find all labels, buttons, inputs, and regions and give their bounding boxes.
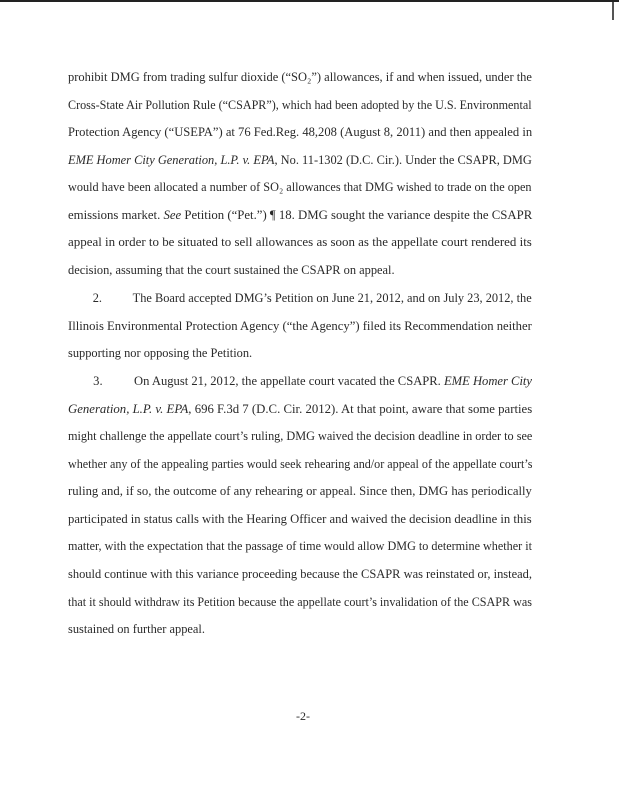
text-line (68, 319, 532, 333)
text-run: whether any of the appealing parties would seek rehearing and/or appeal of the appellate court’s (68, 457, 533, 471)
italic-citation: See (163, 208, 182, 222)
text-line (68, 374, 532, 388)
text-run: Illinois Environmental Protection Agency (“the Agency”) filed its Recommendation neither (68, 319, 532, 333)
text-run: emissions market. (68, 208, 164, 222)
text-line (68, 622, 205, 636)
text-run: participated in status calls with the Hearing Officer and waived the decision deadline in this (68, 512, 532, 526)
text-run: should continue with this variance proceeding because the CSAPR was reinstated or, instead, (68, 567, 532, 581)
italic-citation: Generation, L.P. v. EPA (68, 402, 189, 416)
text-run: ruling and, if so, the outcome of any rehearing or appeal. Since then, DMG has periodically (68, 484, 532, 498)
text-run: 2. The Board accepted DMG’s Petition on June 21, 2012, and on July 23, 2012, the (68, 291, 532, 305)
text-line (68, 457, 532, 471)
italic-citation: EME Homer City Generation, L.P. v. EPA (68, 153, 275, 167)
text-line (68, 595, 532, 609)
text-line (68, 180, 532, 194)
page-number: -2- (296, 709, 310, 723)
text-run: Petition (“Pet.”) ¶ 18. DMG sought the variance despite the CSAPR (181, 208, 533, 222)
text-run: that it should withdraw its Petition because the appellate court’s invalidation of the CSAPR was (68, 595, 532, 609)
text-line (68, 125, 532, 139)
text-run: prohibit DMG from trading sulfur dioxide (“SO₂”) allowances, if and when issued, under the (68, 70, 532, 84)
text-run: decision, assuming that the court sustained the CSAPR on appeal. (68, 263, 395, 277)
text-line (68, 263, 395, 277)
text-run: appeal in order to be situated to sell allowances as soon as the appellate court rendered its (68, 235, 532, 249)
text-run: Protection Agency (“USEPA”) at 76 Fed.Reg. 48,208 (August 8, 2011) and then appealed in (68, 125, 533, 139)
text-run: , 696 F.3d 7 (D.C. Cir. 2012). At that point, aware that some parties (188, 402, 533, 416)
text-run: 3. On August 21, 2012, the appellate court vacated the CSAPR. (68, 374, 444, 388)
text-line (68, 235, 532, 249)
text-line (68, 208, 532, 222)
text-line (68, 98, 532, 112)
text-line (68, 567, 532, 581)
text-run: , No. 11-1302 (D.C. Cir.). Under the CSAPR, DMG (274, 153, 532, 167)
text-line (68, 402, 532, 416)
text-line (68, 429, 532, 443)
scan-edge-mark (612, 2, 614, 20)
scan-top-border (0, 0, 619, 2)
text-line (68, 484, 532, 498)
italic-citation: EME Homer City (443, 374, 533, 388)
text-run: Cross-State Air Pollution Rule (“CSAPR”), which had been adopted by the U.S. Environmental (68, 98, 532, 112)
text-line (68, 512, 532, 526)
text-run: supporting nor opposing the Petition. (68, 346, 253, 360)
text-line (68, 346, 252, 360)
text-run: sustained on further appeal. (68, 622, 205, 636)
text-run: would have been allocated a number of SO₂ allowances that DMG wished to trade on the open (68, 180, 532, 194)
text-run: matter, with the expectation that the passage of time would allow DMG to determine whether it (68, 539, 532, 553)
text-line (68, 153, 532, 167)
text-run: might challenge the appellate court’s ruling, DMG waived the decision deadline in order to see (68, 429, 533, 443)
text-line (68, 539, 532, 553)
text-line (68, 291, 532, 305)
text-line (68, 70, 532, 84)
